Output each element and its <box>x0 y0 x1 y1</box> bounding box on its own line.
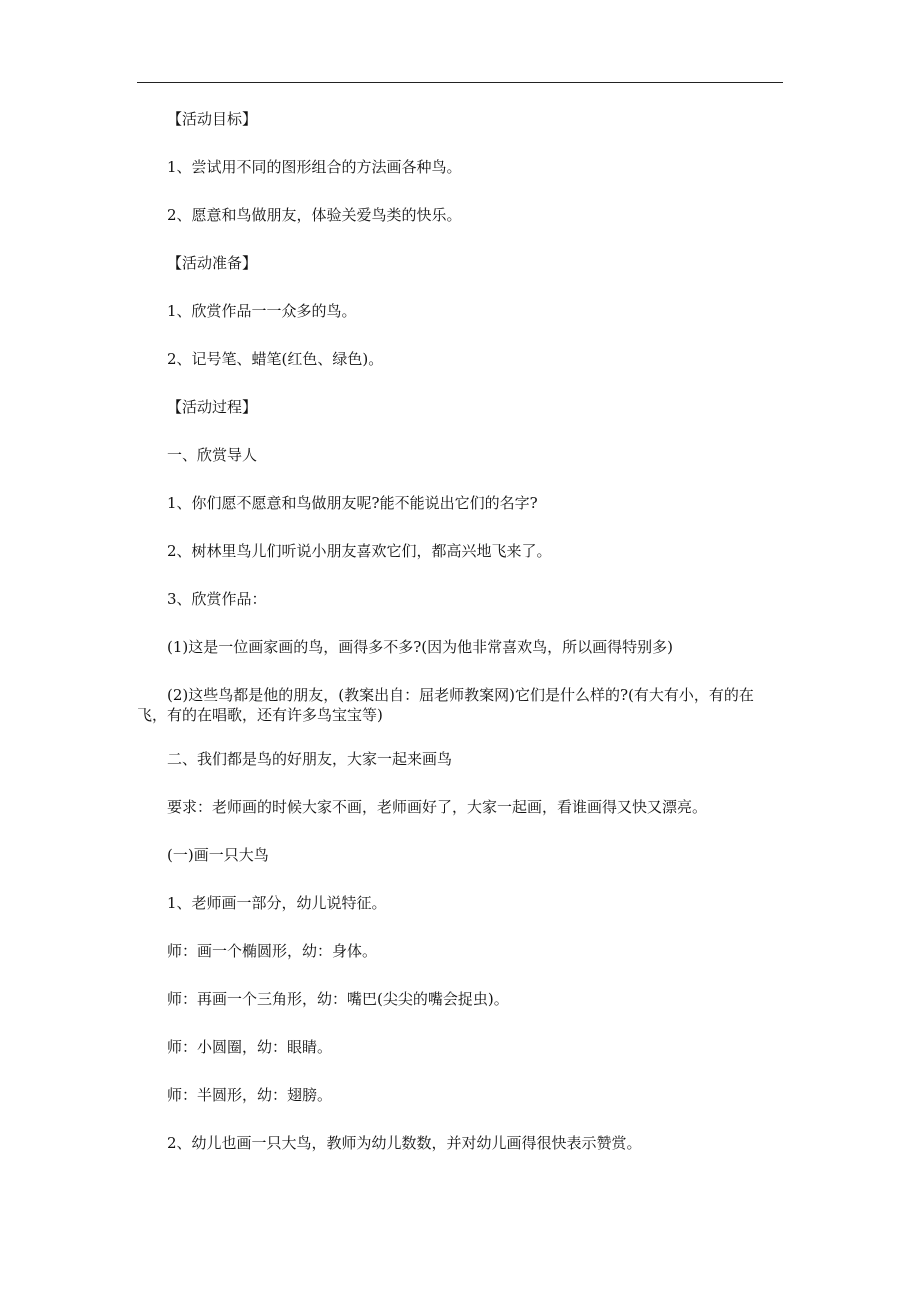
paragraph: 二、我们都是鸟的好朋友，大家一起来画鸟 <box>167 750 453 768</box>
paragraph: 一、欣赏导人 <box>167 446 258 464</box>
paragraph: 2、愿意和鸟做朋友，体验关爱鸟类的快乐。 <box>167 206 462 224</box>
document-body <box>137 109 783 1181</box>
section-heading-goals: 【活动目标】 <box>167 110 258 128</box>
paragraph: 2、幼儿也画一只大鸟，教师为幼儿数数，并对幼儿画得很快表示赞赏。 <box>167 1134 642 1152</box>
paragraph: (一)画一只大鸟 <box>167 846 269 864</box>
paragraph: 师：小圆圈，幼：眼睛。 <box>167 1038 333 1056</box>
section-heading-process: 【活动过程】 <box>167 398 258 416</box>
paragraph: 要求：老师画的时候大家不画，老师画好了，大家一起画，看谁画得又快又漂亮。 <box>167 798 708 816</box>
section-heading-preparation: 【活动准备】 <box>167 254 258 272</box>
paragraph: 2、树林里鸟儿们听说小朋友喜欢它们，都高兴地飞来了。 <box>167 542 552 560</box>
header-rule <box>137 82 783 83</box>
paragraph: 1、尝试用不同的图形组合的方法画各种鸟。 <box>167 158 462 176</box>
paragraph: 师：画一个椭圆形，幼：身体。 <box>167 942 378 960</box>
paragraph: 1、欣赏作品一一众多的鸟。 <box>167 302 357 320</box>
paragraph: 师：半圆形，幼：翅膀。 <box>167 1086 333 1104</box>
paragraph: 3、欣赏作品： <box>167 590 267 608</box>
paragraph: (1)这是一位画家画的鸟，画得多不多?(因为他非常喜欢鸟，所以画得特别多) <box>167 638 673 656</box>
paragraph: 1、老师画一部分，幼儿说特征。 <box>167 894 387 912</box>
paragraph: 2、记号笔、蜡笔(红色、绿色)。 <box>167 350 384 368</box>
paragraph: (2)这些鸟都是他的朋友，(教案出自：屈老师教案网)它们是什么样的?(有大有小，有的在飞，有的在唱歌，还有许多鸟宝宝等) <box>137 686 754 724</box>
paragraph: 师：再画一个三角形，幼：嘴巴(尖尖的嘴会捉虫)。 <box>167 990 509 1008</box>
paragraph: 1、你们愿不愿意和鸟做朋友呢?能不能说出它们的名字? <box>167 494 538 512</box>
